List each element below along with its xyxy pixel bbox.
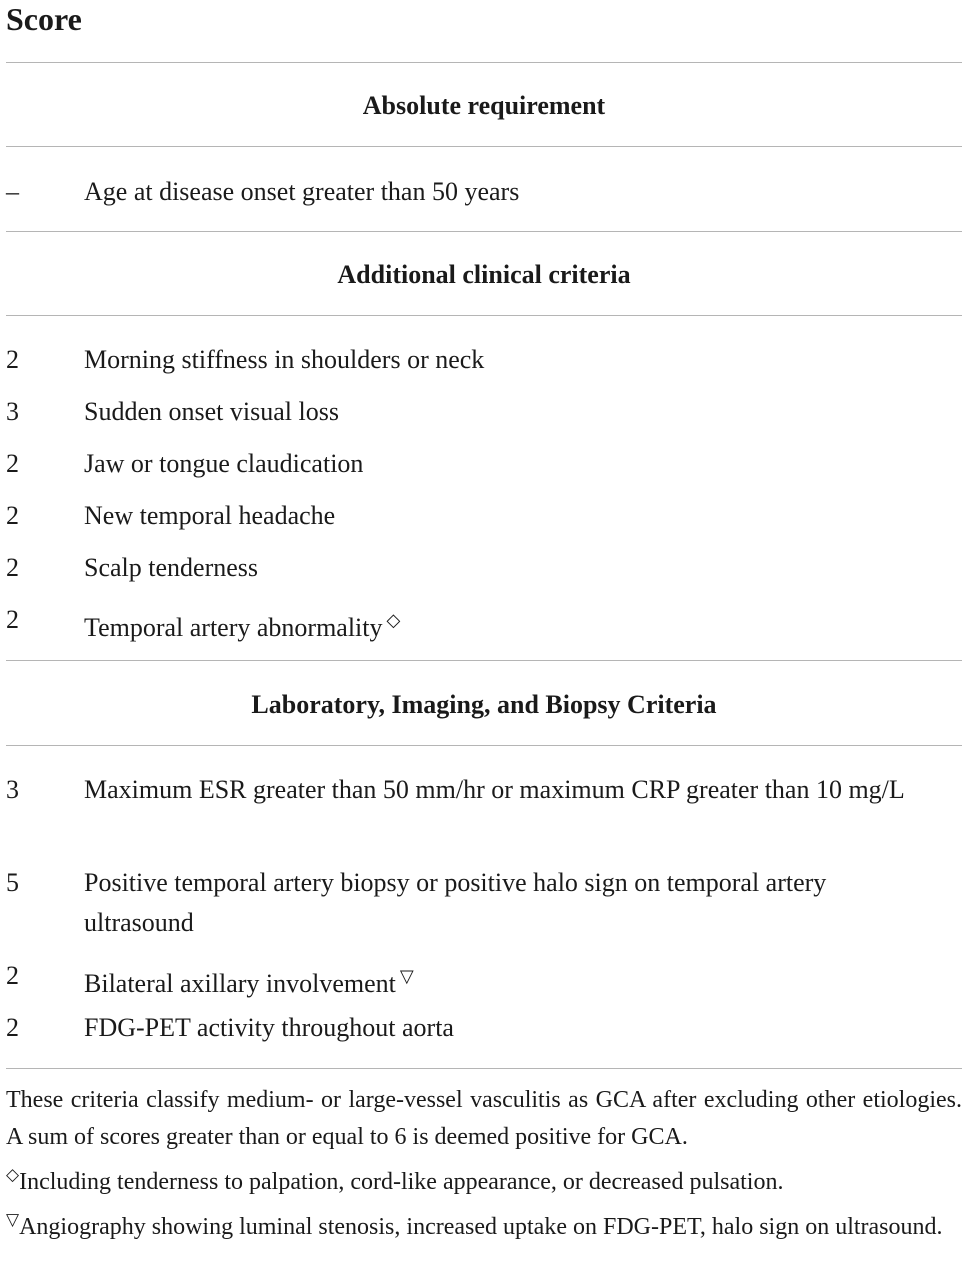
row-criterion: Maximum ESR greater than 50 mm/hr or maximum CRP greater than 10 mg/L xyxy=(84,775,905,804)
row-criterion: Bilateral axillary involvement xyxy=(84,969,396,998)
section-rule xyxy=(6,745,962,746)
row-score: 2 xyxy=(6,961,19,990)
row-score: 2 xyxy=(6,553,19,582)
footnote-diamond xyxy=(6,1156,962,1201)
row-criterion: Positive temporal artery biopsy or positive halo sign on temporal artery ultrasound xyxy=(84,868,827,937)
triangle-icon: ▽ xyxy=(6,1210,20,1229)
row-criterion: Age at disease onset greater than 50 years xyxy=(84,177,520,206)
table-footnotes xyxy=(6,1082,962,1246)
section-heading-clinical: Additional clinical criteria xyxy=(337,260,631,289)
row-score: 5 xyxy=(6,868,19,897)
column-header-score: Score xyxy=(6,1,82,37)
row-criterion: New temporal headache xyxy=(84,501,336,530)
row-score: 2 xyxy=(6,345,19,374)
row-score: 3 xyxy=(6,775,19,804)
header-rule xyxy=(6,62,962,63)
row-score: 2 xyxy=(6,605,19,634)
section-rule xyxy=(6,231,962,232)
section-heading-absolute: Absolute requirement xyxy=(362,91,606,120)
section-rule xyxy=(6,660,962,661)
footnote-triangle-text: Angiography showing luminal stenosis, increased uptake on FDG-PET, halo sign on ultrasound. xyxy=(19,1214,943,1240)
section-rule xyxy=(6,146,962,147)
section-rule xyxy=(6,315,962,316)
footnote-main: These criteria classify medium- or large-vessel vasculitis as GCA after excluding other etiologies. A sum of scores greater than or equal to 6 is deemed positive for GCA. xyxy=(6,1087,962,1150)
section-heading-lab: Laboratory, Imaging, and Biopsy Criteria xyxy=(251,690,717,719)
row-criterion: FDG-PET activity throughout aorta xyxy=(84,1013,454,1042)
row-score: 2 xyxy=(6,1013,19,1042)
triangle-footnote-icon: ▽ xyxy=(399,966,414,986)
row-score: 2 xyxy=(6,449,19,478)
footnote-triangle xyxy=(6,1201,962,1246)
diamond-icon: ◇ xyxy=(6,1165,20,1184)
row-criterion: Scalp tenderness xyxy=(84,553,259,582)
row-criterion-wrap xyxy=(84,956,934,1004)
table-bottom-rule xyxy=(6,1068,962,1069)
diamond-footnote-icon: ◇ xyxy=(386,610,401,630)
row-score: – xyxy=(6,177,19,206)
row-criterion-wrap xyxy=(84,600,934,648)
row-criterion: Jaw or tongue claudication xyxy=(84,449,364,478)
row-criterion: Morning stiffness in shoulders or neck xyxy=(84,345,485,374)
row-criterion: Sudden onset visual loss xyxy=(84,397,339,426)
row-score: 2 xyxy=(6,501,19,530)
footnote-diamond-text: Including tenderness to palpation, cord-like appearance, or decreased pulsation. xyxy=(19,1169,784,1195)
row-criterion: Temporal artery abnormality xyxy=(84,613,383,642)
row-score: 3 xyxy=(6,397,19,426)
